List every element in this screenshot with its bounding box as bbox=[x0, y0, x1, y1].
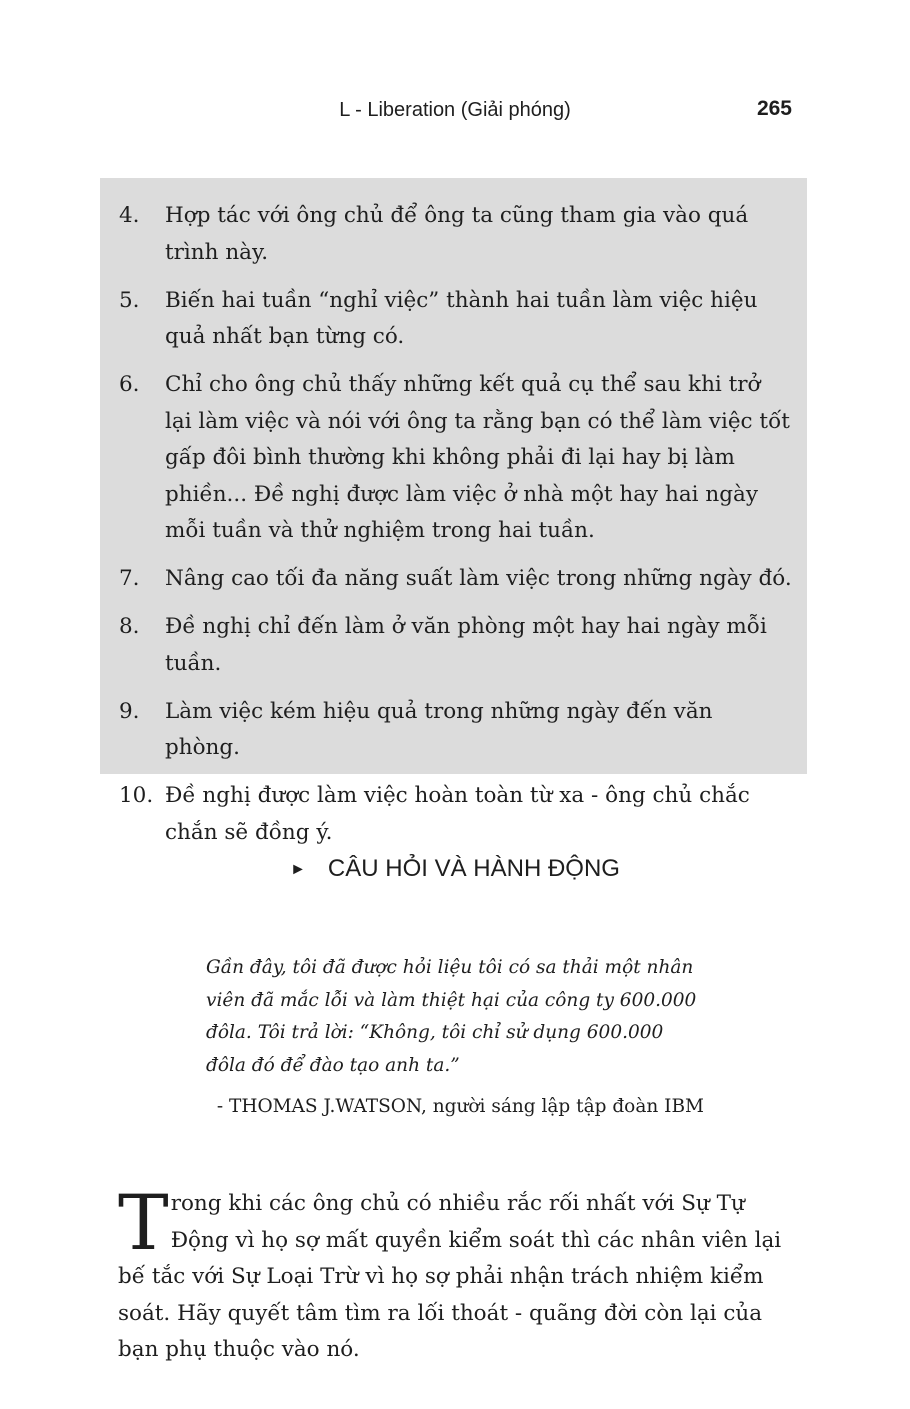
step-number: 8. bbox=[119, 614, 140, 639]
step-number: 7. bbox=[119, 566, 140, 591]
list-item bbox=[119, 561, 793, 598]
section-heading bbox=[0, 855, 910, 883]
step-number: 9. bbox=[119, 698, 140, 724]
step-text: Đề nghị được làm việc hoàn toàn từ xa - ông chủ chắc chắn sẽ đồng ý. bbox=[165, 783, 750, 845]
right-triangle-icon: ► bbox=[290, 861, 306, 878]
body-paragraph bbox=[118, 1178, 798, 1369]
list-item bbox=[119, 198, 793, 271]
step-text: Đề nghị chỉ đến làm ở văn phòng một hay hai ngày mỗi tuần. bbox=[165, 614, 767, 676]
step-number: 10. bbox=[119, 783, 154, 808]
step-number: 4. bbox=[119, 203, 140, 228]
step-number: 6. bbox=[119, 372, 140, 397]
running-header bbox=[0, 96, 910, 126]
step-text: Làm việc kém hiệu quả trong những ngày đến văn phòng. bbox=[165, 698, 713, 760]
steps-box bbox=[100, 178, 807, 845]
steps-list bbox=[100, 178, 807, 851]
section-heading-text: CÂU HỎI VÀ HÀNH ĐỘNG bbox=[327, 855, 620, 882]
page-number: 265 bbox=[756, 97, 792, 120]
list-item bbox=[119, 694, 793, 767]
step-text: Biến hai tuần “nghỉ việc” thành hai tuần làm việc hiệu quả nhất bạn từng có. bbox=[165, 287, 758, 349]
step-text: Hợp tác với ông chủ để ông ta cũng tham gia vào quá trình này. bbox=[165, 203, 749, 265]
list-item bbox=[119, 778, 793, 851]
drop-cap: T bbox=[118, 1178, 169, 1267]
list-item bbox=[119, 609, 793, 682]
step-text: Chỉ cho ông chủ thấy những kết quả cụ thể sau khi trở lại làm việc và nói với ông ta rằng bạn có thể làm việc tốt gấp đôi bình thường khi không phải đi lại hay bị làm phiền... Đề nghị được làm việc ở nhà một hay hai ngày mỗi tuần và thử nghiệm trong hai tuần. bbox=[165, 372, 790, 543]
chapter-title: L - Liberation (Giải phóng) bbox=[339, 99, 571, 121]
epigraph-quote: Gần đây, tôi đã được hỏi liệu tôi có sa thải một nhân viên đã mắc lỗi và làm thiệt hại của công ty 600.000 đôla. Tôi trả lời: “Không, tôi chỉ sử dụng 600.000 đôla đó để đào tạo anh ta.” bbox=[206, 957, 697, 1076]
list-item bbox=[119, 283, 793, 356]
step-number: 5. bbox=[119, 287, 140, 313]
list-item bbox=[119, 367, 793, 550]
quote-attribution: - THOMAS J.WATSON, người sáng lập tập đoàn IBM bbox=[216, 1096, 704, 1117]
step-text: Nâng cao tối đa năng suất làm việc trong những ngày đó. bbox=[165, 566, 792, 591]
body-paragraph-text: rong khi các ông chủ có nhiều rắc rối nhất với Sự Tự Động vì họ sợ mất quyền kiểm soát thì các nhân viên lại bế tắc với Sự Loại Trừ vì họ sợ phải nhận trách nhiệm kiểm soát. Hãy quyết tâm tìm ra lối thoát - quãng đời còn lại của bạn phụ thuộc vào nó. bbox=[118, 1191, 782, 1362]
